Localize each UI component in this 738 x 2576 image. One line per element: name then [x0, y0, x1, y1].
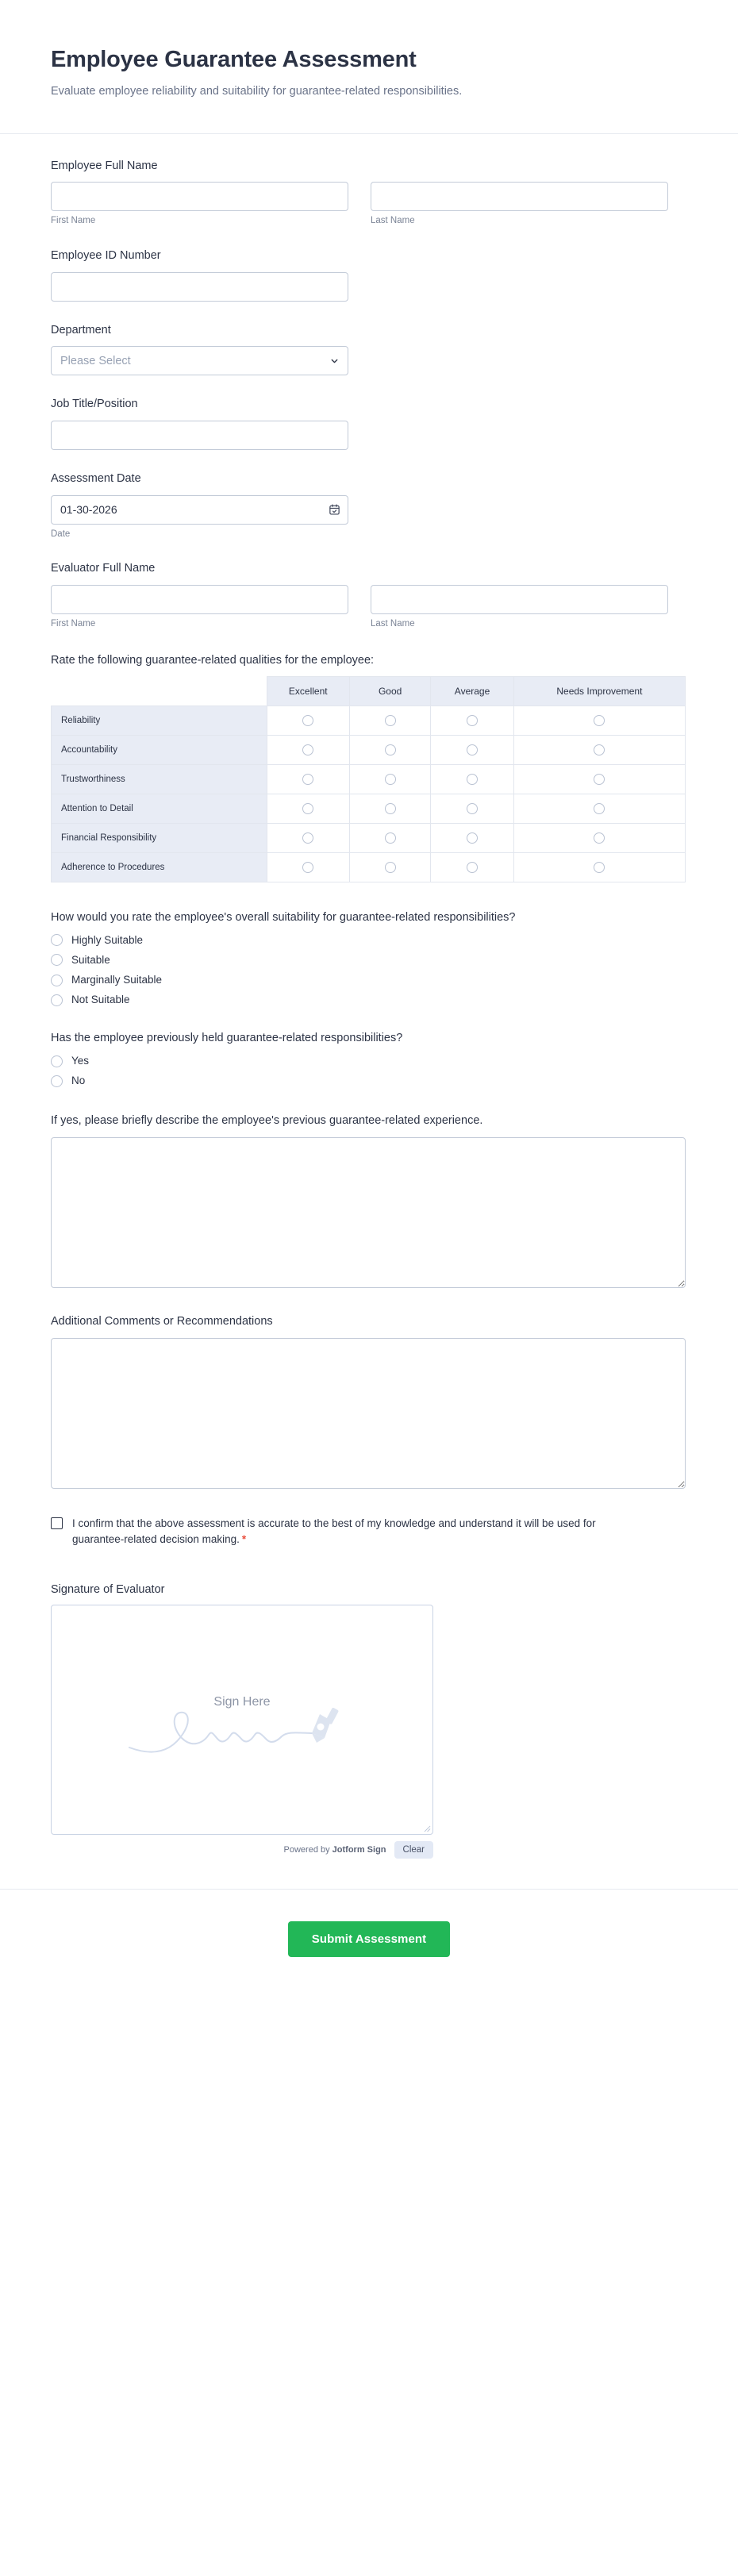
matrix-radio-cell[interactable]	[431, 706, 513, 736]
matrix-radio-cell[interactable]	[349, 765, 430, 794]
matrix-col-excellent: Excellent	[267, 676, 349, 706]
assessment-date-label: Assessment Date	[51, 471, 141, 485]
confirmation-row[interactable]	[51, 1516, 622, 1548]
matrix-col-needs-improvement: Needs Improvement	[513, 676, 685, 706]
matrix-radio-cell[interactable]	[349, 853, 430, 882]
form-body	[0, 134, 738, 1859]
matrix-radio-cell[interactable]	[267, 824, 349, 853]
field-employee-full-name	[51, 158, 687, 227]
employee-first-name-sublabel: First Name	[51, 216, 96, 226]
matrix-radio-cell[interactable]	[513, 824, 685, 853]
matrix-row-label: Adherence to Procedures	[52, 853, 267, 882]
field-evaluator-full-name	[51, 560, 687, 629]
form-footer	[0, 1889, 738, 1994]
field-qualities-matrix	[51, 654, 687, 882]
clear-signature-button[interactable]: Clear	[394, 1841, 433, 1859]
matrix-radio-cell[interactable]	[431, 794, 513, 824]
matrix-radio-cell[interactable]	[267, 853, 349, 882]
matrix-radio-cell[interactable]	[513, 765, 685, 794]
resize-handle-icon[interactable]	[424, 1825, 431, 1832]
matrix-radio-cell[interactable]	[349, 794, 430, 824]
suitability-question: How would you rate the employee's overall suitability for guarantee-related responsibilities?	[51, 911, 516, 925]
confirmation-label	[72, 1516, 622, 1548]
field-confirmation	[51, 1516, 687, 1548]
radio-option-label: Yes	[71, 1054, 90, 1067]
qualities-matrix-table	[51, 676, 686, 882]
radio-icon[interactable]	[302, 774, 313, 785]
matrix-radio-cell[interactable]	[267, 736, 349, 765]
radio-icon[interactable]	[385, 862, 396, 873]
job-title-label: Job Title/Position	[51, 398, 138, 411]
field-department	[51, 322, 687, 376]
radio-option-highly-suitable[interactable]	[51, 934, 687, 947]
matrix-col-good: Good	[349, 676, 430, 706]
table-row	[52, 794, 686, 824]
employee-last-name-input[interactable]	[371, 182, 668, 211]
radio-icon[interactable]	[594, 832, 605, 844]
matrix-radio-cell[interactable]	[431, 765, 513, 794]
employee-last-name-group	[371, 182, 668, 227]
employee-full-name-label: Employee Full Name	[51, 159, 158, 172]
matrix-radio-cell[interactable]	[431, 853, 513, 882]
matrix-header-row	[52, 676, 686, 706]
employee-first-name-input[interactable]	[51, 182, 348, 211]
radio-option-label: Highly Suitable	[71, 933, 144, 946]
field-previous-responsibilities	[51, 1030, 687, 1087]
additional-comments-question: Additional Comments or Recommendations	[51, 1314, 273, 1328]
radio-icon[interactable]	[302, 744, 313, 755]
suitability-options	[51, 934, 687, 1007]
confirmation-text: I confirm that the above assessment is accurate to the best of my knowledge and understand it will be used for guarantee-related decision making.	[72, 1517, 596, 1546]
evaluator-last-name-group	[371, 585, 668, 630]
matrix-row-label: Financial Responsibility	[52, 824, 267, 853]
matrix-body	[52, 706, 686, 882]
evaluator-first-name-sublabel: First Name	[51, 618, 96, 629]
radio-icon[interactable]	[385, 715, 396, 726]
radio-icon[interactable]	[594, 862, 605, 873]
powered-by-prefix: Powered by	[283, 1844, 332, 1855]
radio-option-label: Marginally Suitable	[71, 974, 163, 986]
page-subtitle: Evaluate employee reliability and suitability for guarantee-related responsibilities.	[51, 84, 463, 98]
field-additional-comments	[51, 1313, 687, 1489]
matrix-radio-cell[interactable]	[349, 736, 430, 765]
assessment-date-group	[51, 495, 348, 525]
submit-assessment-button[interactable]: Submit Assessment	[288, 1921, 451, 1957]
radio-icon[interactable]	[302, 715, 313, 726]
radio-icon[interactable]	[467, 715, 478, 726]
matrix-row-label: Accountability	[52, 736, 267, 765]
radio-option-no[interactable]	[51, 1075, 687, 1087]
signature-label: Signature of Evaluator	[51, 1582, 165, 1596]
signature-footer	[51, 1841, 433, 1859]
matrix-radio-cell[interactable]	[431, 736, 513, 765]
signature-pad[interactable]	[51, 1605, 433, 1835]
matrix-radio-cell[interactable]	[349, 824, 430, 853]
field-overall-suitability	[51, 909, 687, 1006]
table-row	[52, 706, 686, 736]
radio-icon[interactable]	[467, 803, 478, 814]
matrix-corner-cell	[52, 676, 267, 706]
table-row	[52, 824, 686, 853]
evaluator-first-name-input[interactable]	[51, 585, 348, 614]
radio-icon[interactable]	[467, 832, 478, 844]
matrix-row-label: Trustworthiness	[52, 765, 267, 794]
field-employee-id	[51, 248, 687, 302]
table-row	[52, 853, 686, 882]
radio-option-yes[interactable]	[51, 1055, 687, 1067]
table-row	[52, 736, 686, 765]
department-select[interactable]	[51, 346, 348, 375]
employee-id-label: Employee ID Number	[51, 249, 161, 263]
matrix-radio-cell[interactable]	[513, 736, 685, 765]
matrix-radio-cell[interactable]	[513, 853, 685, 882]
form-header	[0, 0, 738, 134]
radio-icon[interactable]	[51, 1075, 63, 1087]
matrix-head	[52, 676, 686, 706]
employee-id-input[interactable]	[51, 272, 348, 302]
radio-icon[interactable]	[51, 994, 63, 1006]
radio-icon[interactable]	[467, 744, 478, 755]
radio-icon[interactable]	[594, 715, 605, 726]
radio-option-marginally-suitable[interactable]	[51, 974, 687, 986]
radio-icon[interactable]	[51, 934, 63, 946]
radio-icon[interactable]	[385, 832, 396, 844]
employee-last-name-sublabel: Last Name	[371, 216, 415, 226]
department-label: Department	[51, 323, 111, 336]
confirmation-checkbox[interactable]	[51, 1517, 63, 1529]
matrix-radio-cell[interactable]	[431, 824, 513, 853]
radio-icon[interactable]	[594, 774, 605, 785]
assessment-date-sublabel: Date	[51, 529, 71, 539]
radio-option-suitable[interactable]	[51, 954, 687, 967]
matrix-radio-cell[interactable]	[513, 794, 685, 824]
employee-first-name-group	[51, 182, 348, 227]
job-title-input[interactable]	[51, 421, 348, 450]
field-describe-experience	[51, 1113, 687, 1288]
radio-option-label: Suitable	[71, 953, 110, 966]
evaluator-full-name-label: Evaluator Full Name	[51, 562, 156, 575]
describe-experience-question: If yes, please briefly describe the employee's previous guarantee-related experience.	[51, 1114, 483, 1128]
required-asterisk: *	[241, 1533, 247, 1546]
page-title: Employee Guarantee Assessment	[51, 47, 417, 72]
powered-by-label	[284, 1845, 386, 1855]
radio-option-label: No	[71, 1075, 86, 1087]
evaluator-last-name-sublabel: Last Name	[371, 618, 415, 629]
table-row	[52, 765, 686, 794]
sign-here-text: Sign Here	[213, 1695, 271, 1709]
matrix-row-label: Reliability	[52, 706, 267, 736]
jotform-sign-brand: Jotform Sign	[332, 1844, 386, 1855]
radio-icon[interactable]	[467, 862, 478, 873]
field-signature	[51, 1583, 687, 1859]
calendar-icon[interactable]	[329, 504, 340, 516]
matrix-radio-cell[interactable]	[267, 794, 349, 824]
radio-icon[interactable]	[302, 862, 313, 873]
radio-icon[interactable]	[51, 954, 63, 966]
evaluator-first-name-group	[51, 585, 348, 630]
matrix-radio-cell[interactable]	[349, 706, 430, 736]
matrix-question: Rate the following guarantee-related qualities for the employee:	[51, 653, 375, 667]
evaluator-last-name-input[interactable]	[371, 585, 668, 614]
department-select-value: Please Select	[51, 346, 348, 375]
field-job-title	[51, 396, 687, 450]
signature-placeholder	[52, 1695, 432, 1762]
previous-experience-question: Has the employee previously held guarantee-related responsibilities?	[51, 1032, 403, 1045]
field-assessment-date	[51, 471, 687, 540]
pen-nib-icon	[312, 1707, 339, 1743]
radio-icon[interactable]	[385, 744, 396, 755]
matrix-radio-cell[interactable]	[267, 706, 349, 736]
radio-icon[interactable]	[594, 803, 605, 814]
radio-icon[interactable]	[302, 803, 313, 814]
previous-experience-options	[51, 1055, 687, 1087]
matrix-col-average: Average	[431, 676, 513, 706]
radio-icon[interactable]	[51, 1055, 63, 1067]
radio-icon[interactable]	[467, 774, 478, 785]
matrix-radio-cell[interactable]	[267, 765, 349, 794]
matrix-radio-cell[interactable]	[513, 706, 685, 736]
radio-option-not-suitable[interactable]	[51, 994, 687, 1006]
describe-experience-textarea[interactable]	[51, 1137, 686, 1288]
radio-icon[interactable]	[302, 832, 313, 844]
radio-icon[interactable]	[385, 803, 396, 814]
additional-comments-textarea[interactable]	[51, 1338, 686, 1489]
assessment-date-input[interactable]	[51, 495, 348, 525]
matrix-row-label: Attention to Detail	[52, 794, 267, 824]
radio-icon[interactable]	[385, 774, 396, 785]
radio-icon[interactable]	[594, 744, 605, 755]
radio-icon[interactable]	[51, 975, 63, 986]
radio-option-label: Not Suitable	[71, 994, 130, 1006]
